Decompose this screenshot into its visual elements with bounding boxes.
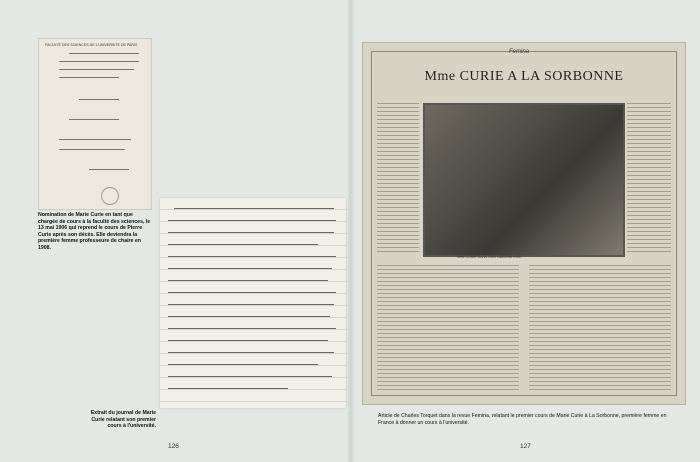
nomination-document-image bbox=[38, 38, 152, 210]
laboratory-photo bbox=[423, 103, 625, 257]
caption-journal: Extrait du journal de Marie Curie relatant son premier cours à l'université. bbox=[90, 410, 156, 430]
handwritten-journal-image bbox=[160, 198, 346, 408]
seal-icon bbox=[101, 187, 119, 205]
page-number-left: 126 bbox=[168, 443, 179, 450]
book-gutter bbox=[348, 0, 354, 462]
magazine-label: Femina bbox=[509, 49, 530, 55]
caption-nomination: Nomination de Marie Curie en tant que chargée de cours à la faculté des sciences, le 13 mai 1906 qui reprend le cours de Pierre Curie après son décès. Elle deviendra la première femme professeure de chaire en 1908. bbox=[38, 212, 151, 251]
article-title: Mme CURIE A LA SORBONNE bbox=[424, 69, 624, 84]
femina-article-image bbox=[362, 42, 686, 405]
photo-caption: Mme CURIE DANS SON LABORATOIRE bbox=[457, 255, 522, 259]
page-number-right: 127 bbox=[520, 443, 531, 450]
document-header: FACULTÉ DES SCIENCES DE L'UNIVERSITÉ DE PARIS bbox=[45, 43, 138, 47]
caption-article: Article de Charles Torquet dans la revue Femina, relatant le premier cours de Marie Curie à La Sorbonne, première femme en France à donner un cours à l'université. bbox=[378, 413, 667, 426]
